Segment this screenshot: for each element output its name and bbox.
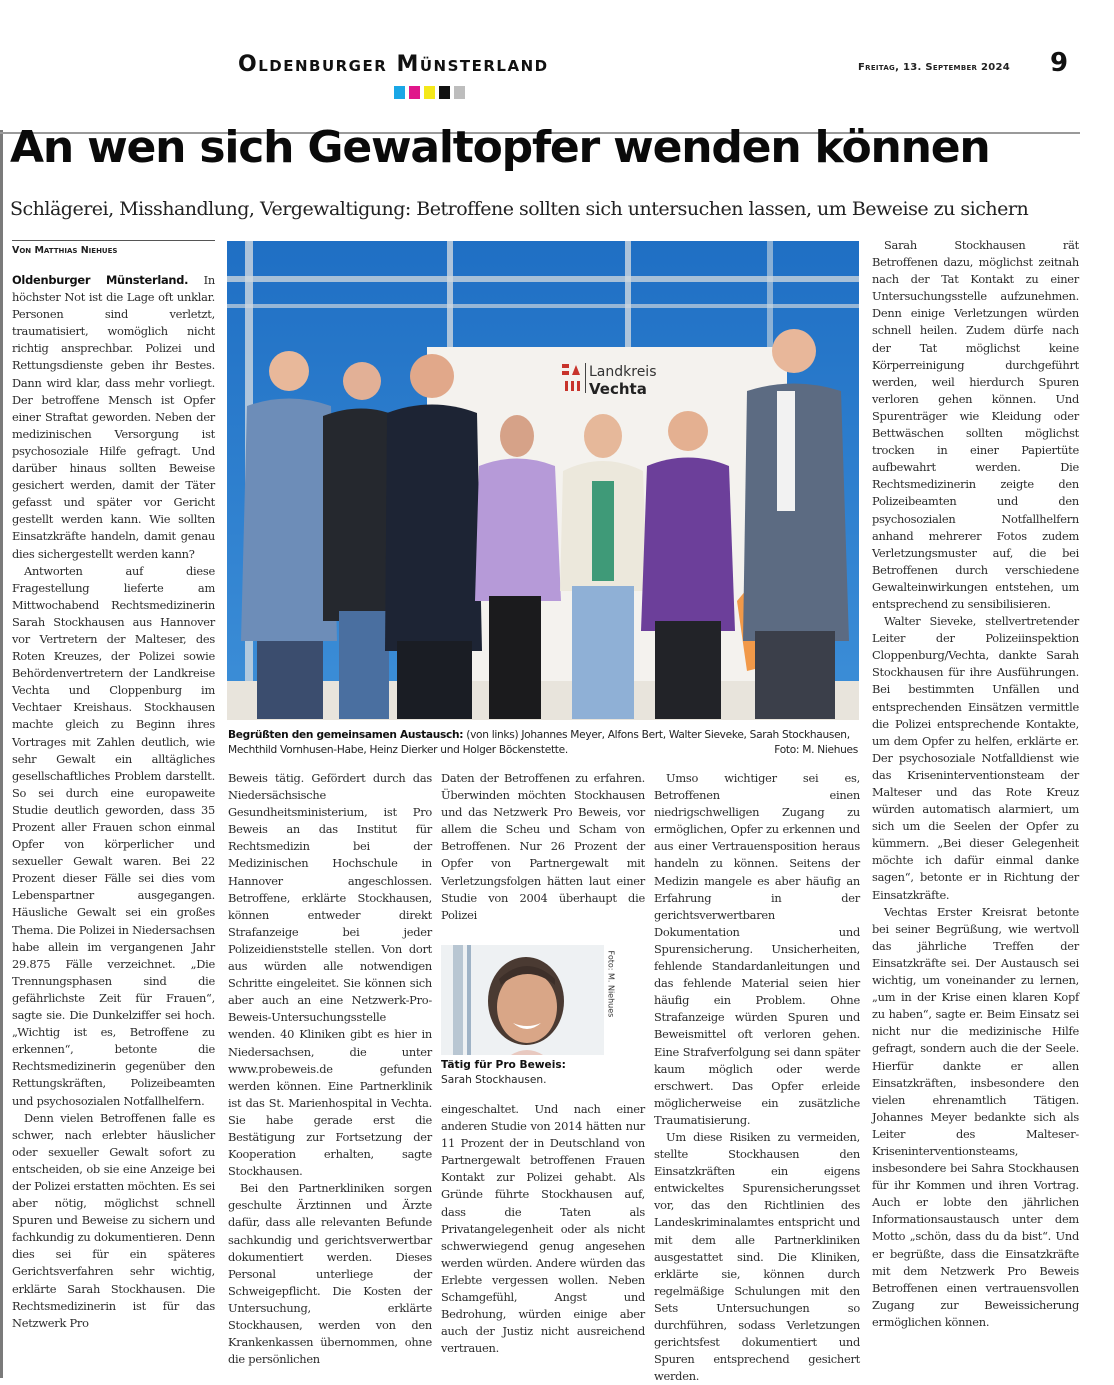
paragraph: Antworten auf diese Fragestellung lieferte am Mittwochabend Rechtsmedizinerin Sarah Stockhausen aus Hannover vor Vertretern der Malteser, des Roten Kreuzes, der Polizei sowie Behördenvertretern der Landkreise Vechta und Cloppenburg im Vechtaer Kreishaus. Stockhausen machte gleich zu Beginn ihres Vortrages mit Zahlen deutlich, wie sehr Gewalt ein alltägliches gesellschaftliches Problem darstellt. So sei durch eine europaweite Studie deutlich geworden, dass 35 Prozent aller Frauen schon einmal Opfer von körperlicher und sexueller Gewalt waren. Bei 22 Prozent dieser Fälle sei dies vom Lebenspartner ausgegangen. Häusliche Gewalt sei ein großes Thema. Die Polizei in Niedersachsen habe allein im vergangenen Jahr 29.875 Fälle verzeichnet. „Die Trennungsphasen sind die gefährlichste Zeit für Frauen“, sagte sie. Die Dunkelziffer sei hoch. „Wichtig ist es, Betroffene zu erkennen“, betonte die Rechtsmedizinerin gegenüber den Rettungskräften, Polizeibeamten und psychosozialen Notfallhelfern.	[12, 563, 215, 1108]
portrait-credit	[604, 945, 622, 1055]
article-column-3-bottom	[441, 1101, 645, 1357]
portrait-caption-bold: Tätig für Pro Beweis:	[441, 1059, 566, 1071]
article-subheadline: Schlägerei, Misshandlung, Vergewaltigung: Betroffene sollten sich untersuchen lassen, um Beweise zu sichern	[10, 198, 1029, 220]
cyan-swatch	[394, 86, 405, 99]
paragraph: Vechtas Erster Kreisrat betonte bei seiner Begrüßung, wie wertvoll das jährliche Treffen der Einsatzkräfte sei. Der Austausch sei wichtig, um voneinander zu lernen, „um in der Krise einen klaren Kopf zu haben“, sagte er. Beim Einsatz sei nicht nur die medizinische Hilfe gefragt, sondern auch die der Seele. Hierfür dankte er allen Einsatzkräften, insbesondere den vielen ehrenamtlich Tätigen. Johannes Meyer bedankte sich als Leiter des Malteser-Kriseninterventionsteams, insbesondere bei Sahra Stockhausen für ihr Kommen und ihren Vortrag. Auch er lobte den jährlichen Informationsaustausch unter dem Motto „schön, dass du da bist“. Und er begrüßte, dass die Einsatzkräfte mit dem Netzwerk Pro Beweis Betroffenen einen vertrauensvollen Zugang zur Beweissicherung ermöglichen können.	[872, 904, 1079, 1329]
issue-date: Freitag, 13. September 2024	[858, 62, 1011, 73]
paragraph: eingeschaltet. Und nach einer anderen Studie von 2014 hätten nur 11 Prozent der in Deutschland von Partnergewalt betroffenen Frauen Kontakt zur Polizei gehabt. Als Gründe führte Stockhausen auf, dass die Taten als Privatangelegenheit oder als nicht schwerwiegend genug angesehen werden würden. Andere würden das Erlebte vergessen wollen. Neben Schamgefühl, Angst und Bedrohung, würden einige aber auch der Justiz nicht ausreichend vertrauen.	[441, 1102, 645, 1356]
page-number: 9	[1050, 48, 1069, 78]
paragraph: Bei den Partnerkliniken sorgen geschulte Ärztinnen und Ärzte dafür, dass alle relevanten Befunde sachkundig und gerichtsverwertbar dokumentiert werden. Dieses Personal unterliege der Schweigepflicht. Die Kosten der Untersuchung, erklärte Stockhausen, werden von den Krankenkassen übernommen, ohne die persönlichen	[228, 1181, 432, 1367]
byline-rule	[12, 240, 215, 241]
newspaper-section-title: Oldenburger Münsterland	[238, 52, 549, 77]
paragraph	[12, 272, 215, 563]
gray-swatch	[454, 86, 465, 99]
paragraph: Denn vielen Betroffenen falle es schwer, nach erlebter häuslicher oder sexueller Gewalt sofort zu entscheiden, ob sie eine Anzeige bei der Polizei erstatten möchten. Es sei aber nötig, möglichst schnell Spuren und Beweise zu sichern und fachkundig zu dokumentieren. Denn dies sei für ein späteres Gerichtsverfahren sehr wichtig, erklärte Sarah Stockhausen. Die Rechtsmedizinerin ist für das Netzwerk Pro	[12, 1110, 215, 1330]
article-column-1	[12, 272, 215, 1332]
portrait-caption-text: Sarah Stockhausen.	[441, 1074, 547, 1086]
article-headline: An wen sich Gewaltopfer wenden können	[10, 122, 990, 173]
paragraph: Daten der Betroffenen zu erfahren. Überwinden möchten Stockhausen und das Netzwerk Pro Beweis, vor allem die Scheu und Scham von Betroffenen. Nur 26 Prozent der Opfer von Partnergewalt mit Verletzungsfolgen hätten laut einer Studie von 2004 überhaupt die Polizei	[441, 771, 645, 922]
paragraph: Beweis tätig. Gefördert durch das Niedersächsische Gesundheitsministerium, ist Pro Beweis an das Institut für Rechtsmedizin bei der Medizinischen Hochschule in Hannover angeschlossen. Betroffene, erklärte Stockhausen, können entweder direkt Strafanzeige bei jeder Polizeidienststelle stellen. Von dort aus würden alle notwendigen Schritte eingeleitet. Sie können sich aber auch an eine Netzwerk-Pro-Beweis-Untersuchungsstelle wenden. 40 Kliniken gibt es hier in Niedersachsen, die unter www.probeweis.de gefunden werden können. Eine Partnerklinik ist das St. Marienhospital in Vechta. Sie habe gerade erst die Bestätigung zur Fortsetzung der Kooperation erhalten, sagte Stockhausen.	[228, 771, 432, 1179]
dateline: Oldenburger Münsterland.	[12, 273, 189, 287]
caption-text: (von links) Johannes Meyer, Alfons Bert, Walter Sieveke, Sarah Stockhausen, Mechthild Vornhusen-Habe, Heinz Dierker und Holger Böckenstette.	[228, 729, 850, 756]
paragraph: Umso wichtiger sei es, Betroffenen einen niedrigschwelligen Zugang zu ermöglichen, Opfer zu erkennen und aus einer Vertrauensposition heraus handeln zu können. Seitens der Medizin mangele es aber häufig an Erfahrung in der gerichtsverwertbaren Dokumentation und Spurensicherung. Unsicherheiten, fehlende Standardanleitungen und das fehlende Material seien hier häufig ein Problem. Ohne Strafanzeige würden Spuren und Beweismittel oft verloren gehen. Eine Strafverfolgung sei dann später kaum möglich oder werde erschwert. Das Opfer erleide möglicherweise ein zusätzliche Traumatisierung.	[654, 771, 860, 1127]
portrait-photo	[441, 945, 604, 1055]
byline: Von Matthias Niehues	[12, 245, 118, 256]
article-column-2	[228, 770, 432, 1368]
photo-credit: Foto: M. Niehues	[774, 744, 858, 756]
paragraph-text: In höchster Not ist die Lage oft unklar. Personen sind verletzt, traumatisiert, womöglich nicht richtig ansprechbar. Polizei und Rettungsdienste geben ihr Bestes. Dann wird klar, dass mehr vorliegt. Der betroffene Mensch ist Opfer einer Straftat geworden. Neben der medizinischen Versorgung ist psychosoziale Hilfe gefragt. Und darüber hinaus sollten Beweise gesichert werden, damit der Täter gefasst und später vor Gericht gestellt werden kann. Wie sollten Einsatzkräfte handeln, damit genau dies sichergestellt werden kann?	[12, 273, 215, 561]
masthead	[0, 48, 1080, 82]
caption-bold: Begrüßten den gemeinsamen Austausch:	[228, 729, 464, 741]
paragraph: Um diese Risiken zu vermeiden, stellte Stockhausen den Einsatzkräften ein eigens entwickeltes Spurensicherungsset vor, das den Richtlinien des Landeskriminalamtes entspricht und mit dem alle Partnerkliniken ausgestattet sind. Die Kliniken, erklärte sie, können durch regelmäßige Schulungen mit den Sets Untersuchungen so durchführen, sodass Verletzungen gerichtsfest dokumentiert und Spuren entsprechend gesichert werden.	[654, 1129, 860, 1384]
paragraph: Sarah Stockhausen rät Betroffenen dazu, möglichst zeitnah nach der Tat Kontakt zu einer Untersuchungsstelle aufzunehmen. Denn einige Verletzungen würden schnell heilen. Zudem dürfe nach der Tat möglichst keine Körperreinigung durchgeführt werden, weil hierdurch Spuren verloren gehen können. Und Spurenträger wie Kleidung oder Bettwäschen sollten möglichst trocken in einer Papiertüte aufbewahrt werden. Die Rechtsmedizinerin zeigte den Polizeibeamten und den psychosozialen Notfallhelfern anhand mehrerer Fotos zudem Verletzungsmuster auf, die bei Betroffenen durch verschiedene Gewalteinwirkungen entstehen, um entsprechend zu sensibilisieren.	[872, 238, 1079, 611]
portrait-caption	[441, 1058, 641, 1088]
banner-line-2: Vechta	[589, 380, 647, 398]
magenta-swatch	[409, 86, 420, 99]
main-group-photo	[227, 241, 859, 720]
article-column-5	[872, 237, 1079, 1331]
black-swatch	[439, 86, 450, 99]
article-column-3-top	[441, 770, 645, 924]
print-color-swatches	[394, 86, 465, 99]
left-border-rule	[0, 130, 3, 1378]
article-column-4	[654, 770, 860, 1385]
paragraph: Walter Sieveke, stellvertretender Leiter der Polizeiinspektion Cloppenburg/Vechta, dankte Sarah Stockhausen für ihre Ausführungen. Bei bestimmten Unfällen und entsprechenden Einsätzen vermittle die Polizei entsprechende Kontakte, um dem Opfer zu helfen, erklärte er. Der psychosoziale Notfalldienst wie das Kriseninterventionsteam der Malteser und das Rote Kreuz würden automatisch alarmiert, um sich um die Seelen der Opfer zu kümmern. „Bei dieser Gelegenheit möchte ich dafür einmal danke sagen“, betonte er in Richtung der Einsatzkräfte.	[872, 614, 1079, 902]
yellow-swatch	[424, 86, 435, 99]
main-photo-caption	[228, 728, 860, 758]
portrait-credit-text: Foto: M. Niehues	[606, 950, 616, 1018]
banner-line-1: Landkreis	[589, 364, 657, 380]
